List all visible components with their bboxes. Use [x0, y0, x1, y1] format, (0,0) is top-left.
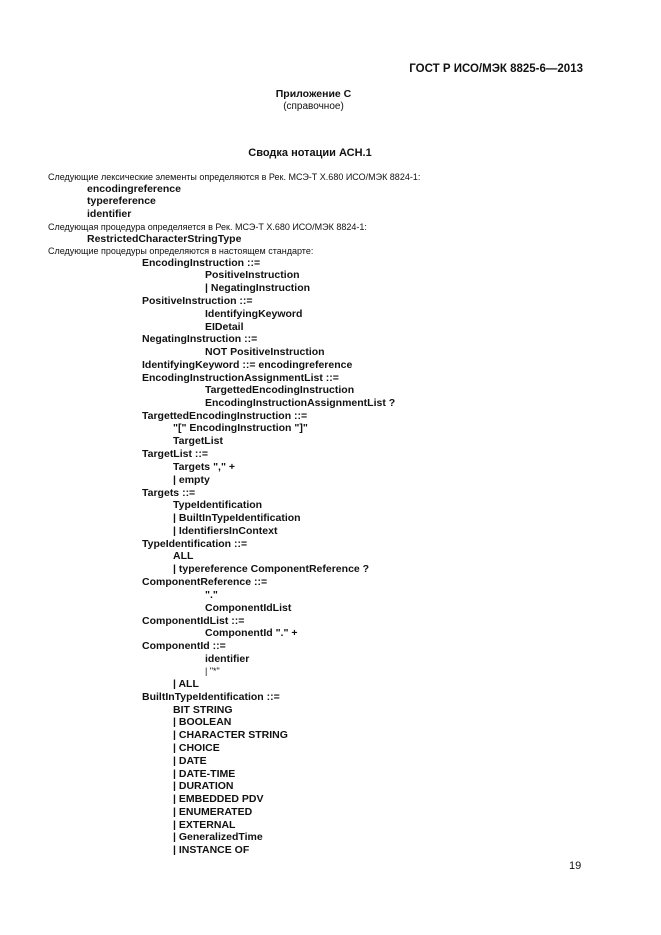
notation-line: ComponentIdList ::=	[142, 615, 245, 627]
notation-line: | INSTANCE OF	[173, 844, 250, 856]
notation-line: EncodingInstructionAssignmentList ?	[205, 397, 396, 409]
notation-line: Следующие лексические элементы определяются в Рек. МСЭ-Т X.680 ИСО/МЭК 8824-1:	[48, 172, 421, 182]
notation-line: RestrictedCharacterStringType	[87, 233, 242, 245]
notation-line: | EXTERNAL	[173, 819, 236, 831]
notation-line: Targets ::=	[142, 487, 196, 499]
notation-line: | NegatingInstruction	[205, 282, 311, 294]
notation-line: | CHOICE	[173, 742, 220, 754]
notation-line: IdentifyingKeyword	[205, 308, 303, 320]
notation-line: EncodingInstructionAssignmentList ::=	[142, 372, 339, 384]
appendix-subtitle: (справочное)	[283, 101, 344, 112]
notation-line: | BOOLEAN	[173, 716, 232, 728]
notation-line: | BuiltInTypeIdentification	[173, 512, 301, 524]
notation-line: TargettedEncodingInstruction	[205, 384, 355, 396]
notation-line: encodingreference	[87, 183, 181, 195]
notation-line: Targets "," +	[173, 461, 235, 473]
notation-line: | empty	[173, 474, 210, 486]
notation-line: ComponentId "." +	[205, 627, 298, 639]
section-title: Сводка нотации АСН.1	[248, 147, 372, 159]
notation-line: BIT STRING	[173, 704, 233, 716]
notation-line: | GeneralizedTime	[173, 831, 263, 843]
notation-line: TargetList ::=	[142, 448, 209, 460]
notation-line: | CHARACTER STRING	[173, 729, 288, 741]
notation-line: "[" EncodingInstruction "]"	[173, 422, 308, 434]
notation-line: typereference	[87, 195, 156, 207]
notation-line: | IdentifiersInContext	[173, 525, 278, 537]
notation-line: ComponentIdList	[205, 602, 292, 614]
notation-line: "."	[205, 589, 218, 601]
notation-line: NegatingInstruction ::=	[142, 333, 258, 345]
notation-line: | "*"	[205, 666, 220, 676]
notation-line: | typereference ComponentReference ?	[173, 563, 370, 575]
notation-line: BuiltInTypeIdentification ::=	[142, 691, 280, 703]
appendix-title: Приложение С	[275, 88, 352, 100]
notation-line: EIDetail	[205, 321, 244, 333]
notation-line: | DATE-TIME	[173, 768, 236, 780]
notation-line: | EMBEDDED PDV	[173, 793, 264, 805]
notation-line: TargetList	[173, 435, 223, 447]
notation-line: ComponentId ::=	[142, 640, 226, 652]
notation-line: ALL	[173, 550, 194, 562]
notation-line: Следующие процедуры определяются в настоящем стандарте:	[48, 246, 314, 256]
notation-line: identifier	[87, 208, 132, 220]
notation-line: NOT PositiveInstruction	[205, 346, 325, 358]
notation-line: TypeIdentification ::=	[142, 538, 248, 550]
notation-line: | ALL	[173, 678, 199, 690]
notation-line: | DURATION	[173, 780, 234, 792]
notation-line: PositiveInstruction	[205, 269, 300, 281]
notation-line: Следующая процедура определяется в Рек. МСЭ-Т X.680 ИСО/МЭК 8824-1:	[48, 222, 367, 232]
notation-line: ComponentReference ::=	[142, 576, 268, 588]
notation-line: EncodingInstruction ::=	[142, 257, 261, 269]
notation-line: | DATE	[173, 755, 207, 767]
page-number: 19	[569, 860, 582, 872]
notation-line: identifier	[205, 653, 250, 665]
notation-line: | ENUMERATED	[173, 806, 253, 818]
notation-line: PositiveInstruction ::=	[142, 295, 253, 307]
notation-line: TargettedEncodingInstruction ::=	[142, 410, 308, 422]
notation-line: TypeIdentification	[173, 499, 263, 511]
notation-line: IdentifyingKeyword ::= encodingreference	[142, 359, 353, 371]
document-header: ГОСТ Р ИСО/МЭК 8825-6—2013	[409, 63, 583, 75]
